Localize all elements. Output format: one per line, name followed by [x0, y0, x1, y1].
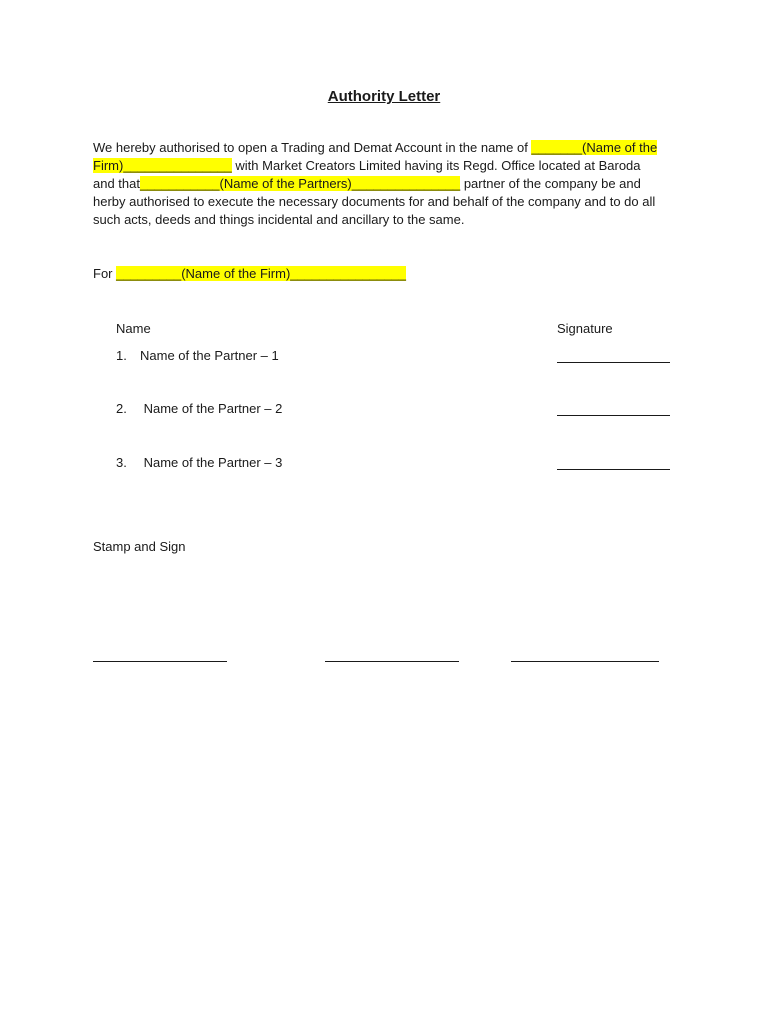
sign-line-right — [511, 661, 659, 662]
signature-line — [557, 362, 670, 363]
signature-column-header: Signature — [557, 321, 613, 336]
paragraph-text-1: We hereby authorised to open a Trading and Demat Account in the name of — [93, 140, 532, 155]
partner-name: Name of the Partner – 3 — [140, 455, 283, 470]
sign-line-left — [93, 661, 227, 662]
sign-line-center — [325, 661, 459, 662]
name-column-header: Name — [116, 321, 151, 336]
firm-name-placeholder: _______(Name of the Firm)_______________ — [93, 140, 658, 173]
stamp-and-sign-label: Stamp and Sign — [93, 539, 186, 554]
partner-name: Name of the Partner – 1 — [140, 348, 279, 363]
partner-row — [116, 455, 282, 470]
signature-line — [557, 415, 670, 416]
document-title: Authority Letter — [327, 88, 441, 105]
for-firm-line — [93, 265, 406, 283]
partner-row — [116, 348, 279, 363]
partner-name: Name of the Partner – 2 — [140, 401, 283, 416]
paragraph-text-3: partner of the company be and herby authorised to execute the necessary documents for and behalf of the company and to do all such acts, deeds and things incidental and ancillary to the same. — [93, 176, 656, 227]
signature-line — [557, 469, 670, 470]
authority-paragraph — [93, 139, 663, 229]
partner-number: 2. — [116, 401, 127, 416]
partner-number: 1. — [116, 348, 127, 363]
for-firm-placeholder: _________(Name of the Firm)________________ — [116, 266, 406, 281]
partner-row — [116, 401, 282, 416]
for-prefix: For — [93, 266, 117, 281]
partners-name-placeholder: ___________(Name of the Partners)_______________ — [140, 176, 461, 191]
paragraph-text-2: with Market Creators Limited having its Regd. Office located at Baroda and that — [93, 158, 641, 191]
partner-number: 3. — [116, 455, 127, 470]
